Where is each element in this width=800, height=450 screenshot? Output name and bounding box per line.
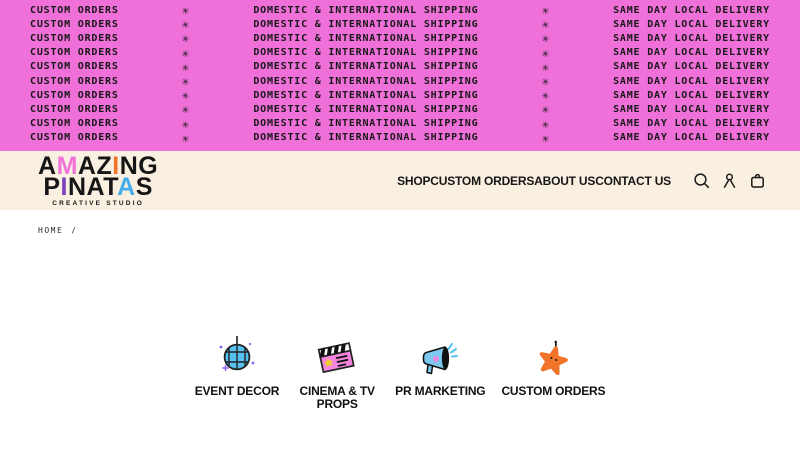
star-icon: ✳ (541, 130, 551, 146)
header-icons (693, 172, 766, 189)
marquee-text-delivery: SAME DAY LOCAL DELIVERY (613, 47, 770, 59)
star-icon: ✳ (541, 73, 551, 89)
marquee-text-delivery: SAME DAY LOCAL DELIVERY (613, 18, 770, 30)
star-icon: ✳ (541, 87, 551, 103)
logo-tagline: CREATIVE STUDIO (52, 200, 144, 207)
marquee-row (0, 46, 800, 60)
star-icon: ✳ (541, 31, 551, 46)
disco-ball-icon (216, 335, 258, 381)
star-icon: ✳ (181, 73, 191, 89)
marquee-text-delivery: SAME DAY LOCAL DELIVERY (613, 4, 770, 16)
logo-line-1: AMAZING (38, 152, 159, 180)
marquee-text-custom-orders: CUSTOM ORDERS (30, 75, 119, 87)
marquee-text-delivery: SAME DAY LOCAL DELIVERY (613, 61, 770, 73)
logo[interactable] (38, 152, 159, 207)
marquee-text-delivery: SAME DAY LOCAL DELIVERY (613, 103, 770, 115)
marquee-text-custom-orders: CUSTOM ORDERS (30, 118, 119, 130)
category-card-pr-marketing[interactable] (395, 335, 485, 398)
marquee-row (0, 117, 800, 131)
star-icon: ✳ (181, 45, 191, 61)
marquee-text-shipping: DOMESTIC & INTERNATIONAL SHIPPING (253, 47, 479, 59)
star-icon: ✳ (181, 2, 191, 18)
marquee-row (0, 102, 800, 116)
marquee-text-shipping: DOMESTIC & INTERNATIONAL SHIPPING (253, 32, 479, 44)
category-label: EVENT DECOR (194, 384, 280, 398)
marquee-text-custom-orders: CUSTOM ORDERS (30, 89, 119, 101)
marquee-text-delivery: SAME DAY LOCAL DELIVERY (613, 75, 770, 87)
marquee-text-delivery: SAME DAY LOCAL DELIVERY (613, 32, 770, 44)
category-label: PR MARKETING (395, 384, 486, 398)
cart-icon[interactable] (749, 172, 766, 189)
star-icon: ✳ (181, 16, 191, 32)
marquee-text-shipping: DOMESTIC & INTERNATIONAL SHIPPING (253, 75, 479, 87)
marquee-row (0, 17, 800, 31)
marquee-text-custom-orders: CUSTOM ORDERS (30, 47, 119, 59)
marquee-row (0, 31, 800, 45)
account-icon[interactable] (721, 172, 738, 189)
marquee-text-custom-orders: CUSTOM ORDERS (30, 103, 119, 115)
category-card-event-decor[interactable] (195, 335, 279, 398)
nav-item-custom-orders[interactable]: CUSTOM ORDERS (430, 173, 535, 188)
category-card-custom-orders[interactable] (501, 335, 605, 398)
marquee-text-shipping: DOMESTIC & INTERNATIONAL SHIPPING (253, 4, 479, 16)
marquee-text-custom-orders: CUSTOM ORDERS (30, 18, 119, 30)
nav-item-shop[interactable]: SHOP (397, 173, 431, 188)
marquee-text-shipping: DOMESTIC & INTERNATIONAL SHIPPING (253, 18, 479, 30)
marquee-text-shipping: DOMESTIC & INTERNATIONAL SHIPPING (253, 89, 479, 101)
marquee-text-custom-orders: CUSTOM ORDERS (30, 132, 119, 144)
marquee-text-shipping: DOMESTIC & INTERNATIONAL SHIPPING (253, 61, 479, 73)
star-icon: ✳ (541, 101, 551, 117)
star-icon: ✳ (181, 101, 191, 117)
marquee-text-delivery: SAME DAY LOCAL DELIVERY (613, 89, 770, 101)
category-label: CUSTOM ORDERS (501, 384, 606, 398)
main-nav (397, 174, 671, 188)
marquee-row (0, 3, 800, 17)
marquee-row (0, 131, 800, 145)
clapperboard-icon (314, 335, 360, 381)
marquee-text-shipping: DOMESTIC & INTERNATIONAL SHIPPING (253, 103, 479, 115)
breadcrumb (38, 226, 800, 235)
star-character-icon (530, 335, 576, 381)
marquee-text-custom-orders: CUSTOM ORDERS (30, 61, 119, 73)
marquee-text-custom-orders: CUSTOM ORDERS (30, 32, 119, 44)
logo-line-2: PINATAS (43, 173, 153, 201)
star-icon: ✳ (541, 116, 551, 132)
marquee-text-custom-orders: CUSTOM ORDERS (30, 4, 119, 16)
marquee-row (0, 88, 800, 102)
marquee-text-delivery: SAME DAY LOCAL DELIVERY (613, 118, 770, 130)
category-label: CINEMA & TV PROPS (299, 384, 375, 412)
nav-item-contact-us[interactable]: CONTACT US (595, 173, 671, 188)
nav-item-about-us[interactable]: ABOUT US (534, 173, 596, 188)
marquee-row (0, 60, 800, 74)
star-icon: ✳ (541, 59, 551, 75)
star-icon: ✳ (541, 2, 551, 18)
search-icon[interactable] (693, 172, 710, 189)
breadcrumb-separator: / (71, 226, 78, 235)
star-icon: ✳ (541, 45, 551, 61)
star-icon: ✳ (181, 116, 191, 132)
marquee-text-delivery: SAME DAY LOCAL DELIVERY (613, 132, 770, 144)
category-card-cinema-tv-props[interactable] (295, 335, 379, 412)
breadcrumb-home-link[interactable]: HOME (38, 226, 64, 235)
marquee-row (0, 74, 800, 88)
star-icon: ✳ (181, 59, 191, 75)
announcement-banner (0, 0, 800, 151)
megaphone-icon (417, 335, 463, 381)
site-header (0, 151, 800, 210)
marquee-text-shipping: DOMESTIC & INTERNATIONAL SHIPPING (253, 132, 479, 144)
marquee-text-shipping: DOMESTIC & INTERNATIONAL SHIPPING (253, 118, 479, 130)
category-row (0, 335, 800, 412)
star-icon: ✳ (181, 130, 191, 146)
star-icon: ✳ (181, 31, 191, 46)
star-icon: ✳ (181, 87, 191, 103)
star-icon: ✳ (541, 16, 551, 32)
